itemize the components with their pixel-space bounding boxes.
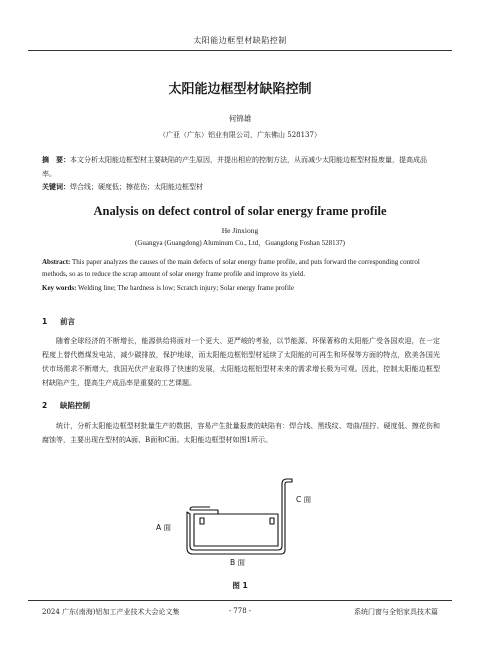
chinese-affiliation: （广亚（广东）铝业有限公司，广东佛山 528137） bbox=[159, 131, 321, 139]
frame-profile-figure bbox=[150, 474, 330, 574]
english-abstract bbox=[42, 256, 440, 280]
chinese-keywords-text: 焊合线；硬度低；擦花伤；太阳能边框型材 bbox=[70, 183, 203, 191]
english-affiliation: (Guangya (Guangdong) Aluminum Co., Ltd，Guangdong Foshan 528137) bbox=[135, 239, 345, 247]
profile-outline bbox=[187, 479, 292, 554]
chinese-abstract-label: 摘 要： bbox=[42, 156, 70, 164]
english-abstract-label: Abstract: bbox=[42, 258, 71, 266]
section-2-number: 2 bbox=[42, 401, 48, 410]
chinese-author: 何锦雄 bbox=[228, 114, 252, 123]
header-rule bbox=[28, 50, 452, 51]
chinese-title: 太阳能边框型材缺陷控制 bbox=[168, 82, 312, 97]
english-keywords-label: Key words: bbox=[42, 284, 77, 292]
english-author: He Jinxiong bbox=[221, 226, 259, 235]
chinese-abstract-text: 本文分析太阳能边框型材主要缺陷的产生原因，并提出相应的控制方法，从而减少太阳能边框型材报废量，提高成品率。 bbox=[42, 156, 427, 178]
footer-section: 系统门窗与全铝家具技术篇 bbox=[354, 608, 438, 616]
footer-rule bbox=[28, 600, 452, 601]
section-1-number: 1 bbox=[42, 317, 48, 326]
footer-page-number: - 778 - bbox=[228, 607, 252, 615]
section-2-heading bbox=[42, 400, 90, 411]
chinese-abstract bbox=[42, 153, 440, 181]
section-2-paragraph: 统计，分析太阳能边框型材批量生产的数据，容易产生批量报废的缺陷有：焊合线、黑线纹、弯曲/扭拧、硬度低、擦花伤和腐蚀等，主要出现在型材的A面、B面和C面。太阳能边框型材如图1所示。 bbox=[42, 422, 440, 444]
label-a-face: A 面 bbox=[156, 523, 172, 532]
label-b-face: B 面 bbox=[230, 558, 246, 567]
section-1-heading bbox=[42, 316, 75, 327]
english-title: Analysis on defect control of solar energy frame profile bbox=[93, 204, 387, 218]
label-c-face: C 面 bbox=[296, 495, 312, 504]
section-1-paragraph: 随着全球经济的不断增长，能源供给将面对一个更大、更严峻的考验，以节能源、环保著称的太阳能广受各国欢迎，在一定程度上替代燃煤发电站，减少碳排放，保护地球，而太阳能边框铝型材延续了太阳能的可再生和环保等方面的特点，欧美各国光伏市场需求不断增大，我国光伏产业取得了快速的发展，太阳能边框铝型材未来的需求增长极为可观。因此，控制太阳能边框型材缺陷产生，提高生产成品率是重要的工艺课题。 bbox=[42, 337, 440, 387]
english-keywords-text: Welding line; The hardness is low; Scratch injury; Solar energy frame profile bbox=[76, 284, 294, 292]
chinese-keywords-label: 关键词： bbox=[42, 183, 70, 191]
frame-profile-drawing bbox=[150, 474, 330, 574]
running-header: 太阳能边框型材缺陷控制 bbox=[193, 36, 287, 45]
section-1-title: 前言 bbox=[60, 317, 75, 326]
section-2-title: 缺陷控制 bbox=[60, 401, 90, 410]
chinese-keywords bbox=[42, 182, 440, 192]
footer-proceedings: 2024 广东(南海)铝加工产业技术大会论文集 bbox=[42, 608, 180, 616]
english-abstract-text: This paper analyzes the causes of the main defects of solar energy frame profile, and puts forward the corresponding control methods, so as to reduce the scrap amount of solar energy frame profile and improve its yield. bbox=[42, 258, 420, 278]
figure-caption: 图 1 bbox=[232, 581, 248, 590]
english-keywords bbox=[42, 284, 440, 292]
